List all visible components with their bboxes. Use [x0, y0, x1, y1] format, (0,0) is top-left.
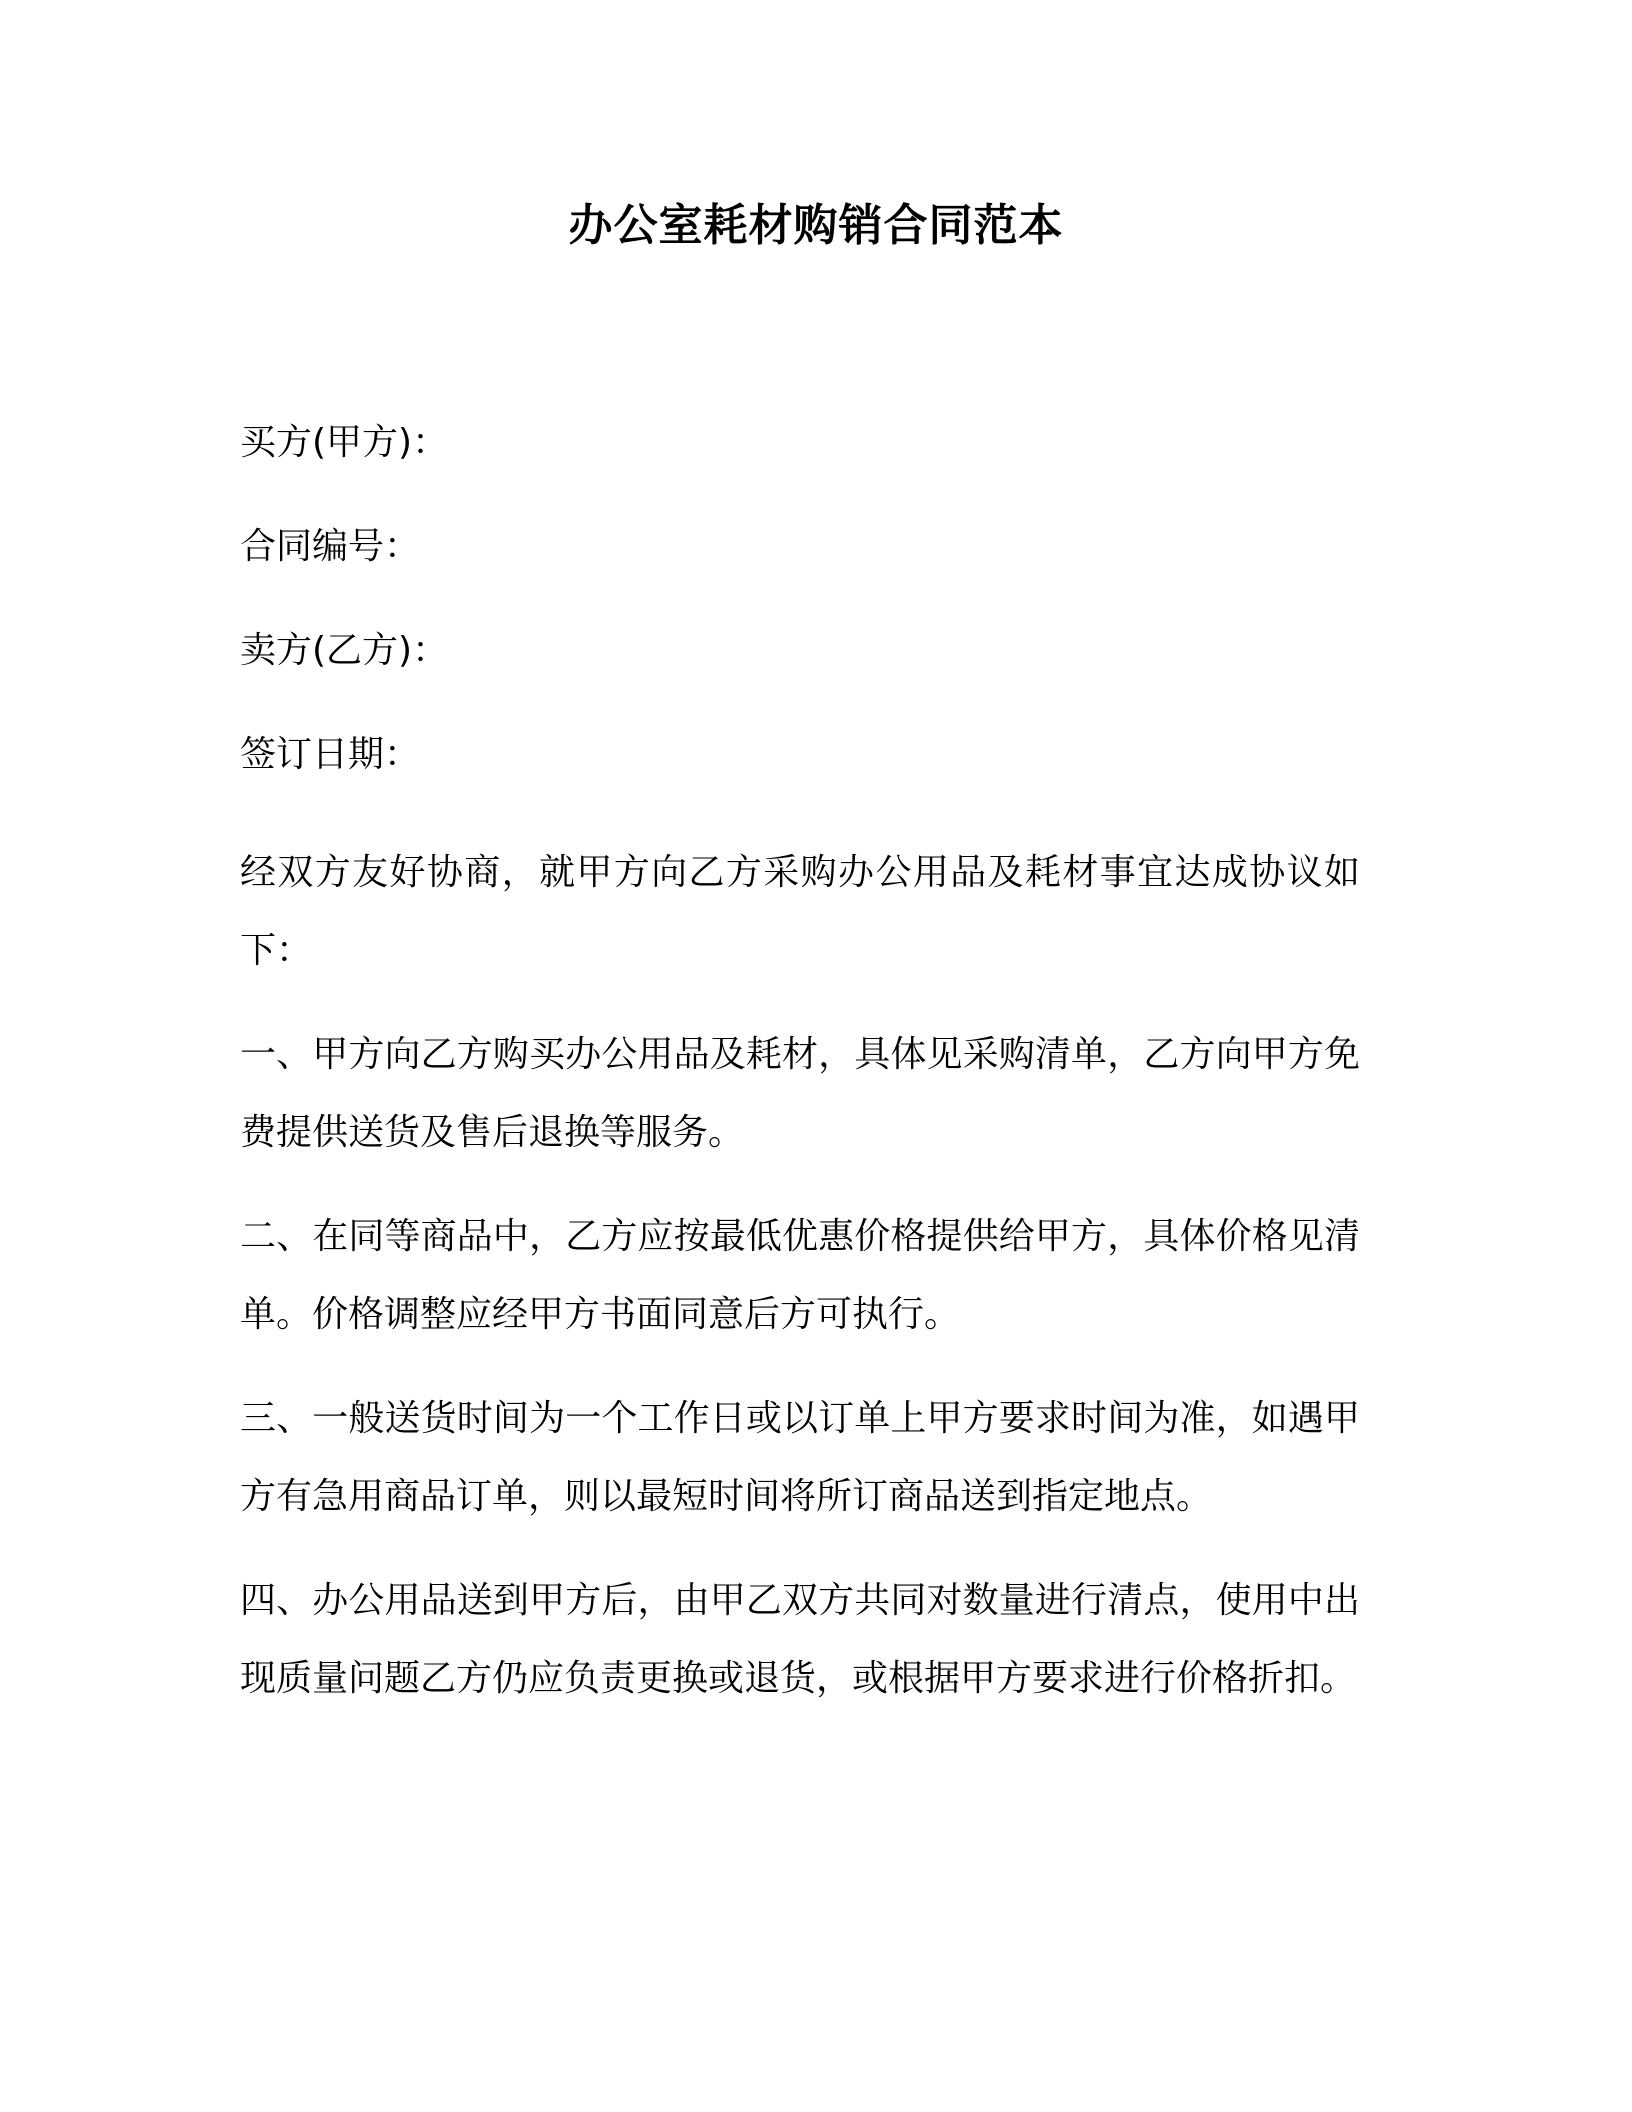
- buyer-field-label: 买方(甲方)：: [240, 422, 449, 463]
- sign-date-field-label: 签订日期：: [240, 734, 421, 775]
- clause-3: 三、一般送货时间为一个工作日或以订单上甲方要求时间为准，如遇甲方有急用商品订单，则以最短时间将所订商品送到指定地点。: [240, 1398, 1360, 1517]
- contract-number-field-label: 合同编号：: [240, 526, 421, 567]
- intro-paragraph: 经双方友好协商，就甲方向乙方采购办公用品及耗材事宜达成协议如下：: [240, 852, 1360, 971]
- clause-1: 一、甲方向乙方购买办公用品及耗材，具体见采购清单，乙方向甲方免费提供送货及售后退换等服务。: [240, 1034, 1360, 1153]
- clause-4: 四、办公用品送到甲方后，由甲乙双方共同对数量进行清点，使用中出现质量问题乙方仍应负责更换或退货，或根据甲方要求进行价格折扣。: [240, 1580, 1360, 1699]
- seller-field-label: 卖方(乙方)：: [240, 630, 449, 671]
- document-title: 办公室耗材购销合同范本: [568, 200, 1064, 251]
- clause-2: 二、在同等商品中，乙方应按最低优惠价格提供给甲方，具体价格见清单。价格调整应经甲方书面同意后方可执行。: [240, 1216, 1360, 1335]
- document-body: [240, 418, 1360, 1744]
